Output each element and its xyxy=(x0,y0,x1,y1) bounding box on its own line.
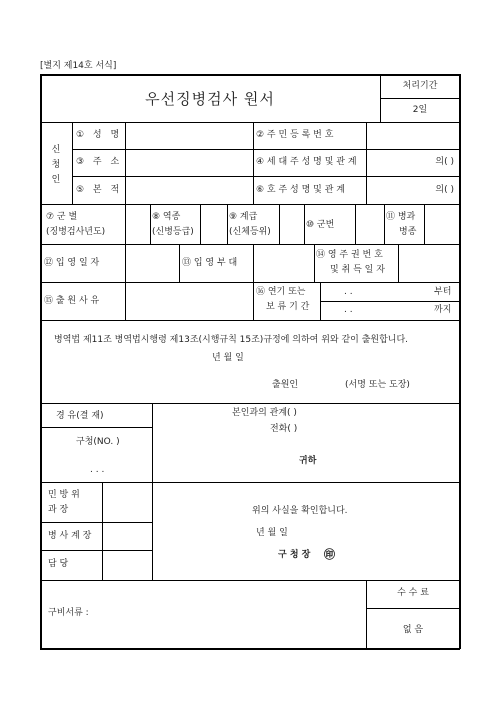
to-dots: . . xyxy=(344,305,353,315)
district-dots: . . . xyxy=(90,465,105,475)
page-title: 우선징병검사 원서 xyxy=(145,90,275,108)
applicant-mid-divider xyxy=(253,122,254,204)
outer-border-bottom xyxy=(40,648,460,650)
passport-label-2: 및 취 득 일 자 xyxy=(330,265,385,275)
confirm-bottom-line xyxy=(40,580,460,581)
seal-mark: ㊞ xyxy=(324,548,335,561)
military-div-3 xyxy=(200,204,201,244)
signature-note: (서명 또는 도장) xyxy=(345,380,410,390)
family-head-label: ⑥ 호 주 성 명 및 관 계 xyxy=(256,185,345,195)
applicant-bottom-line xyxy=(40,204,460,205)
enlist-div-2 xyxy=(179,244,180,282)
to-label: 까지 xyxy=(434,305,452,315)
military-div-8 xyxy=(384,204,385,244)
applicant-group-label-1: 신 xyxy=(51,145,61,155)
confirm-box-divider xyxy=(152,482,153,580)
military-bottom-line xyxy=(40,244,460,245)
depart-mid-line xyxy=(320,301,460,302)
branch-label-2: (징병검사년도) xyxy=(46,227,106,237)
form-reference: [별지 제14호 서식] xyxy=(40,61,117,71)
documents-label: 구비서류 : xyxy=(48,608,89,618)
phone-label: 전화( ) xyxy=(270,424,298,434)
confirm-row2-line xyxy=(40,550,152,551)
service-label-1: ⑧ 역종 xyxy=(152,212,181,222)
enlist-div-1 xyxy=(125,244,126,282)
fee-label: 수 수 료 xyxy=(397,588,429,598)
processing-label: 처리기간 xyxy=(402,81,438,91)
declaration-text: 병역법 제11조 병역법시행령 제13조(시행규칙 15조)규정에 의하여 위와 같이 출원합니다. xyxy=(54,335,409,345)
via-label: 경 유(결 재) xyxy=(56,411,104,421)
domicile-label: ⑤ 본 적 xyxy=(76,185,123,195)
military-div-2 xyxy=(150,204,151,244)
specialty-label-2: 병종 xyxy=(399,227,417,237)
civil-defense-label-2: 과 장 xyxy=(48,505,69,515)
footer-mid-line xyxy=(366,608,460,609)
title-bottom-line xyxy=(40,122,460,123)
applicant-row2-line xyxy=(72,176,460,177)
applicant-group-label-2: 청 xyxy=(51,160,61,170)
household-label: ④ 세 대 주 성 명 및 관 계 xyxy=(256,157,357,167)
military-div-9 xyxy=(424,204,425,244)
processing-value: 2일 xyxy=(412,105,428,115)
officer-label: 담 당 xyxy=(48,559,69,569)
applicant-group-divider xyxy=(72,122,73,204)
specialty-label-1: ⑪ 병과 xyxy=(386,212,416,222)
postpone-label-1: ⑯ 연기 또는 xyxy=(256,287,306,297)
outer-border-right xyxy=(459,74,461,649)
enlist-unit-label: ⑬ 입 영 부 대 xyxy=(182,258,238,268)
reason-label: ⑮ 출 원 사 유 xyxy=(44,296,100,306)
military-div-4 xyxy=(227,204,228,244)
relation-label: 본인과의 관계( ) xyxy=(232,408,297,418)
routing-left-line xyxy=(40,427,152,428)
district-head-label: 구 청 장 xyxy=(278,550,311,560)
confirm-row1-line xyxy=(40,522,152,523)
district-label: 구청(NO. ) xyxy=(76,437,120,447)
enlist-date-label: ⑫ 입 영 일 자 xyxy=(44,258,100,268)
routing-bottom-line xyxy=(40,482,460,483)
name-label: ① 성 명 xyxy=(76,130,123,140)
confirm-statement: 위의 사실을 확인합니다. xyxy=(252,506,348,516)
addressee-label: 귀하 xyxy=(299,456,317,466)
confirm-label-divider xyxy=(102,482,103,580)
enlist-div-4 xyxy=(314,244,315,282)
enlist-div-5 xyxy=(398,244,399,282)
family-head-suffix: 의( ) xyxy=(435,185,454,195)
military-div-6 xyxy=(304,204,305,244)
service-label-2: (신병등급) xyxy=(152,227,194,237)
branch-label-1: ⑦ 군 별 xyxy=(46,212,78,222)
civil-defense-label-1: 민 방 위 xyxy=(48,490,80,500)
from-dots: . . xyxy=(344,287,353,297)
id-number-label: ② 주 민 등 록 번 호 xyxy=(256,130,334,140)
depart-div-2 xyxy=(253,282,254,320)
rank-label-1: ⑨ 계급 xyxy=(229,212,258,222)
military-div-5 xyxy=(279,204,280,244)
military-div-7 xyxy=(355,204,356,244)
military-div-1 xyxy=(125,204,126,244)
fee-value: 없 음 xyxy=(402,625,424,635)
applicant-signature-label: 출원인 xyxy=(272,380,299,390)
rank-label-2: (신체등위) xyxy=(229,227,271,237)
declaration-date: 년 월 일 xyxy=(212,353,244,363)
outer-border-top xyxy=(40,74,460,76)
address-label: ③ 주 소 xyxy=(76,157,123,167)
routing-divider xyxy=(152,403,153,482)
depart-bottom-line xyxy=(40,320,460,321)
depart-div-1 xyxy=(125,282,126,320)
passport-label-1: ⑭ 영 주 권 번 호 xyxy=(316,250,383,260)
confirm-date: 년 월 일 xyxy=(256,528,288,538)
declaration-bottom-line xyxy=(40,403,460,404)
processing-mid-line xyxy=(380,98,460,99)
applicant-label-divider xyxy=(125,122,126,204)
from-label: 부터 xyxy=(434,287,452,297)
household-suffix: 의( ) xyxy=(435,157,454,167)
enlist-bottom-line xyxy=(40,282,460,283)
applicant-group-label-3: 인 xyxy=(51,175,61,185)
enlist-div-3 xyxy=(253,244,254,282)
postpone-label-2: 보 류 기 간 xyxy=(266,302,310,312)
serial-label: ⑩ 군번 xyxy=(306,220,335,230)
applicant-row1-line xyxy=(72,149,460,150)
conscription-chief-label: 병 사 계 장 xyxy=(48,531,92,541)
